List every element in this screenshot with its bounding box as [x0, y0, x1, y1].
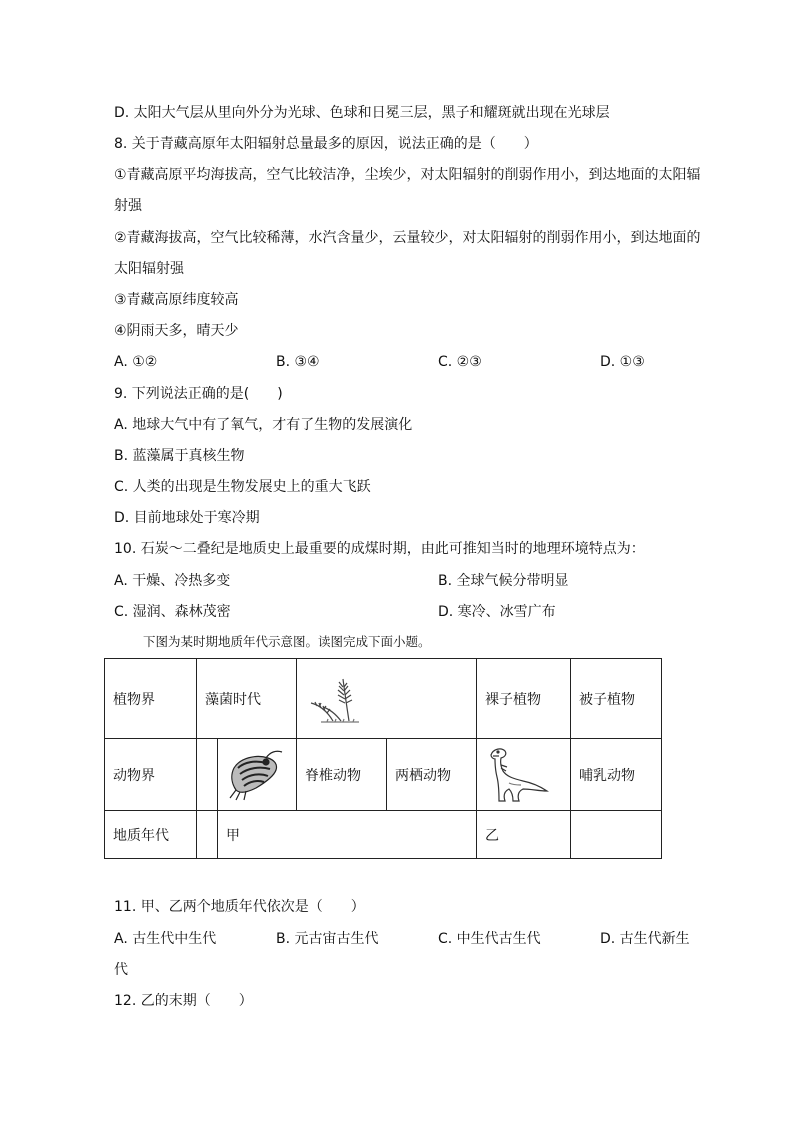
cell-fern-picture — [297, 659, 477, 739]
q10-stem: 10. 石炭～二叠纪是地质史上最重要的成煤时期，由此可推知当时的地理环境特点为： — [114, 541, 645, 557]
q8-option-a: A. ①② — [114, 354, 158, 370]
trilobite-icon — [226, 746, 288, 804]
q11-option-b: B. 元古宙古生代 — [276, 931, 379, 947]
q10-option-a: A. 干燥、冷热多变 — [114, 573, 231, 589]
q9-option-a: A. 地球大气中有了氧气，才有了生物的发展演化 — [114, 417, 413, 433]
q8-statement-1: ①青藏高原平均海拔高，空气比较洁净，尘埃少，对太阳辐射的削弱作用小，到达地面的太阳辐 — [114, 167, 701, 183]
q11-option-c: C. 中生代古生代 — [438, 931, 541, 947]
table-caption: 下图为某时期地质年代示意图。读图完成下面小题。 — [143, 634, 431, 649]
cell-era-yi: 乙 — [477, 811, 571, 859]
q8-option-d: D. ①③ — [600, 354, 645, 370]
cell-trilobite-picture — [218, 739, 297, 811]
row-label-plants: 植物界 — [105, 659, 197, 739]
cell-blank — [197, 739, 218, 811]
q10-option-b: B. 全球气候分带明显 — [438, 573, 569, 589]
q8-option-b: B. ③④ — [276, 354, 320, 370]
cell-angiosperms: 被子植物 — [571, 659, 662, 739]
q7-option-d: D. 太阳大气层从里向外分为光球、色球和日冕三层，黑子和耀斑就出现在光球层 — [114, 105, 610, 121]
cell-era-jia: 甲 — [218, 811, 477, 859]
q8-statement-3: ③青藏高原纬度较高 — [114, 292, 239, 308]
q9-stem: 9. 下列说法正确的是( ) — [114, 386, 283, 402]
q11-option-d: D. 古生代新生 — [600, 931, 690, 947]
cell-amphibians: 两栖动物 — [387, 739, 477, 811]
q8-statement-2: ②青藏海拔高，空气比较稀薄，水汽含量少，云量较少，对太阳辐射的削弱作用小，到达地面的 — [114, 230, 701, 246]
q9-option-c: C. 人类的出现是生物发展史上的重大飞跃 — [114, 479, 371, 495]
q11-option-a: A. 古生代中生代 — [114, 931, 217, 947]
cell-dinosaur-picture — [477, 739, 571, 811]
cell-vertebrates: 脊椎动物 — [297, 739, 387, 811]
q8-statement-4: ④阴雨天多，晴天少 — [114, 323, 239, 339]
q12-stem: 12. 乙的末期（ ） — [114, 993, 253, 1009]
cell-algae-era: 藻菌时代 — [197, 659, 297, 739]
q10-option-d: D. 寒冷、冰雪广布 — [438, 604, 556, 620]
cell-gymnosperms: 裸子植物 — [477, 659, 571, 739]
row-label-era: 地质年代 — [105, 811, 197, 859]
q8-stem: 8. 关于青藏高原年太阳辐射总量最多的原因，说法正确的是（ ） — [114, 136, 538, 152]
cell-blank-era — [197, 811, 218, 859]
q11-option-d-wrap: 代 — [114, 962, 128, 978]
geologic-era-table — [104, 658, 662, 859]
cell-era-blank-end — [571, 811, 662, 859]
q9-option-b: B. 蓝藻属于真核生物 — [114, 448, 245, 464]
q9-option-d: D. 目前地球处于寒冷期 — [114, 510, 260, 526]
q8-option-c: C. ②③ — [438, 354, 482, 370]
cell-mammals: 哺乳动物 — [571, 739, 662, 811]
row-label-animals: 动物界 — [105, 739, 197, 811]
q8-statement-2-cont: 太阳辐射强 — [114, 261, 184, 277]
q8-statement-1-cont: 射强 — [114, 198, 142, 214]
q10-option-c: C. 湿润、森林茂密 — [114, 604, 231, 620]
fern-icon — [305, 673, 365, 725]
dinosaur-icon — [485, 745, 551, 805]
q11-stem: 11. 甲、乙两个地质年代依次是（ ） — [114, 899, 365, 915]
